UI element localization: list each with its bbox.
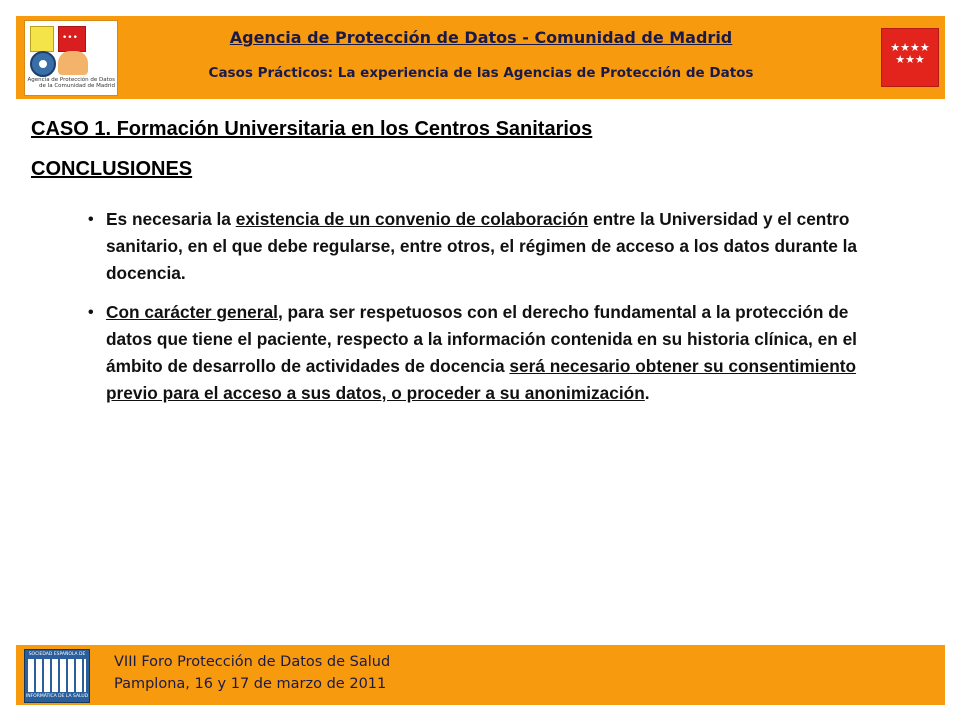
bullet-text: , para ser respetuosos con el derecho fundamental a la protección de datos que tiene el paciente, respecto a la información contenida en su historia clínica, en el ámbito de desarrollo de actividades de docencia: [106, 302, 857, 376]
bullet-marker: •: [88, 211, 94, 228]
bullet-text: Es necesaria la: [106, 209, 236, 229]
flag-stars-icon: ★★★★ ★★★: [890, 41, 930, 66]
list-item: [88, 299, 888, 407]
footer-event-name: VIII Foro Protección de Datos de Salud: [114, 654, 391, 670]
seis-logo: [24, 649, 90, 703]
bullet-text: entre la Universidad y el centro sanitario, en el que debe regularse, entre otros, el régimen de acceso a los datos durante la docencia.: [106, 209, 858, 283]
case-title: CASO 1. Formación Universitaria en los Centros Sanitarios: [31, 118, 593, 140]
apd-logo-caption: Agencia de Protección de Datos de la Comunidad de Madrid: [27, 77, 115, 89]
face-icon: [58, 51, 88, 75]
section-title: CONCLUSIONES: [31, 158, 193, 180]
seis-logo-bottom-text: INFORMÁTICA DE LA SALUD: [25, 694, 89, 699]
bullet-emphasis: Con carácter general: [106, 302, 278, 322]
footer-event-date: Pamplona, 16 y 17 de marzo de 2011: [114, 676, 387, 692]
header-subtitle: Casos Prácticos: La experiencia de las Agencias de Protección de Datos: [208, 65, 754, 81]
apd-logo: [24, 20, 118, 96]
list-item: [88, 206, 888, 287]
seis-logo-mark: [28, 659, 86, 692]
bullet-text: .: [644, 383, 650, 403]
seis-logo-top-text: SOCIEDAD ESPAÑOLA DE: [28, 652, 86, 657]
header-title: Agencia de Protección de Datos - Comunidad de Madrid: [229, 28, 733, 47]
bullet-emphasis: existencia de un convenio de colaboración: [235, 209, 589, 229]
madrid-flag-icon: [58, 26, 86, 52]
bullet-emphasis: será necesario obtener su consentimiento previo para el acceso a sus datos, o proceder a su anonimización: [106, 356, 857, 403]
disc-icon: [30, 51, 56, 77]
bullet-marker: •: [88, 304, 94, 321]
folder-icon: [30, 26, 54, 52]
comunidad-madrid-flag: [881, 28, 939, 87]
footer-banner: [16, 645, 945, 705]
conclusions-list: [88, 206, 888, 419]
header-banner: [16, 16, 945, 99]
